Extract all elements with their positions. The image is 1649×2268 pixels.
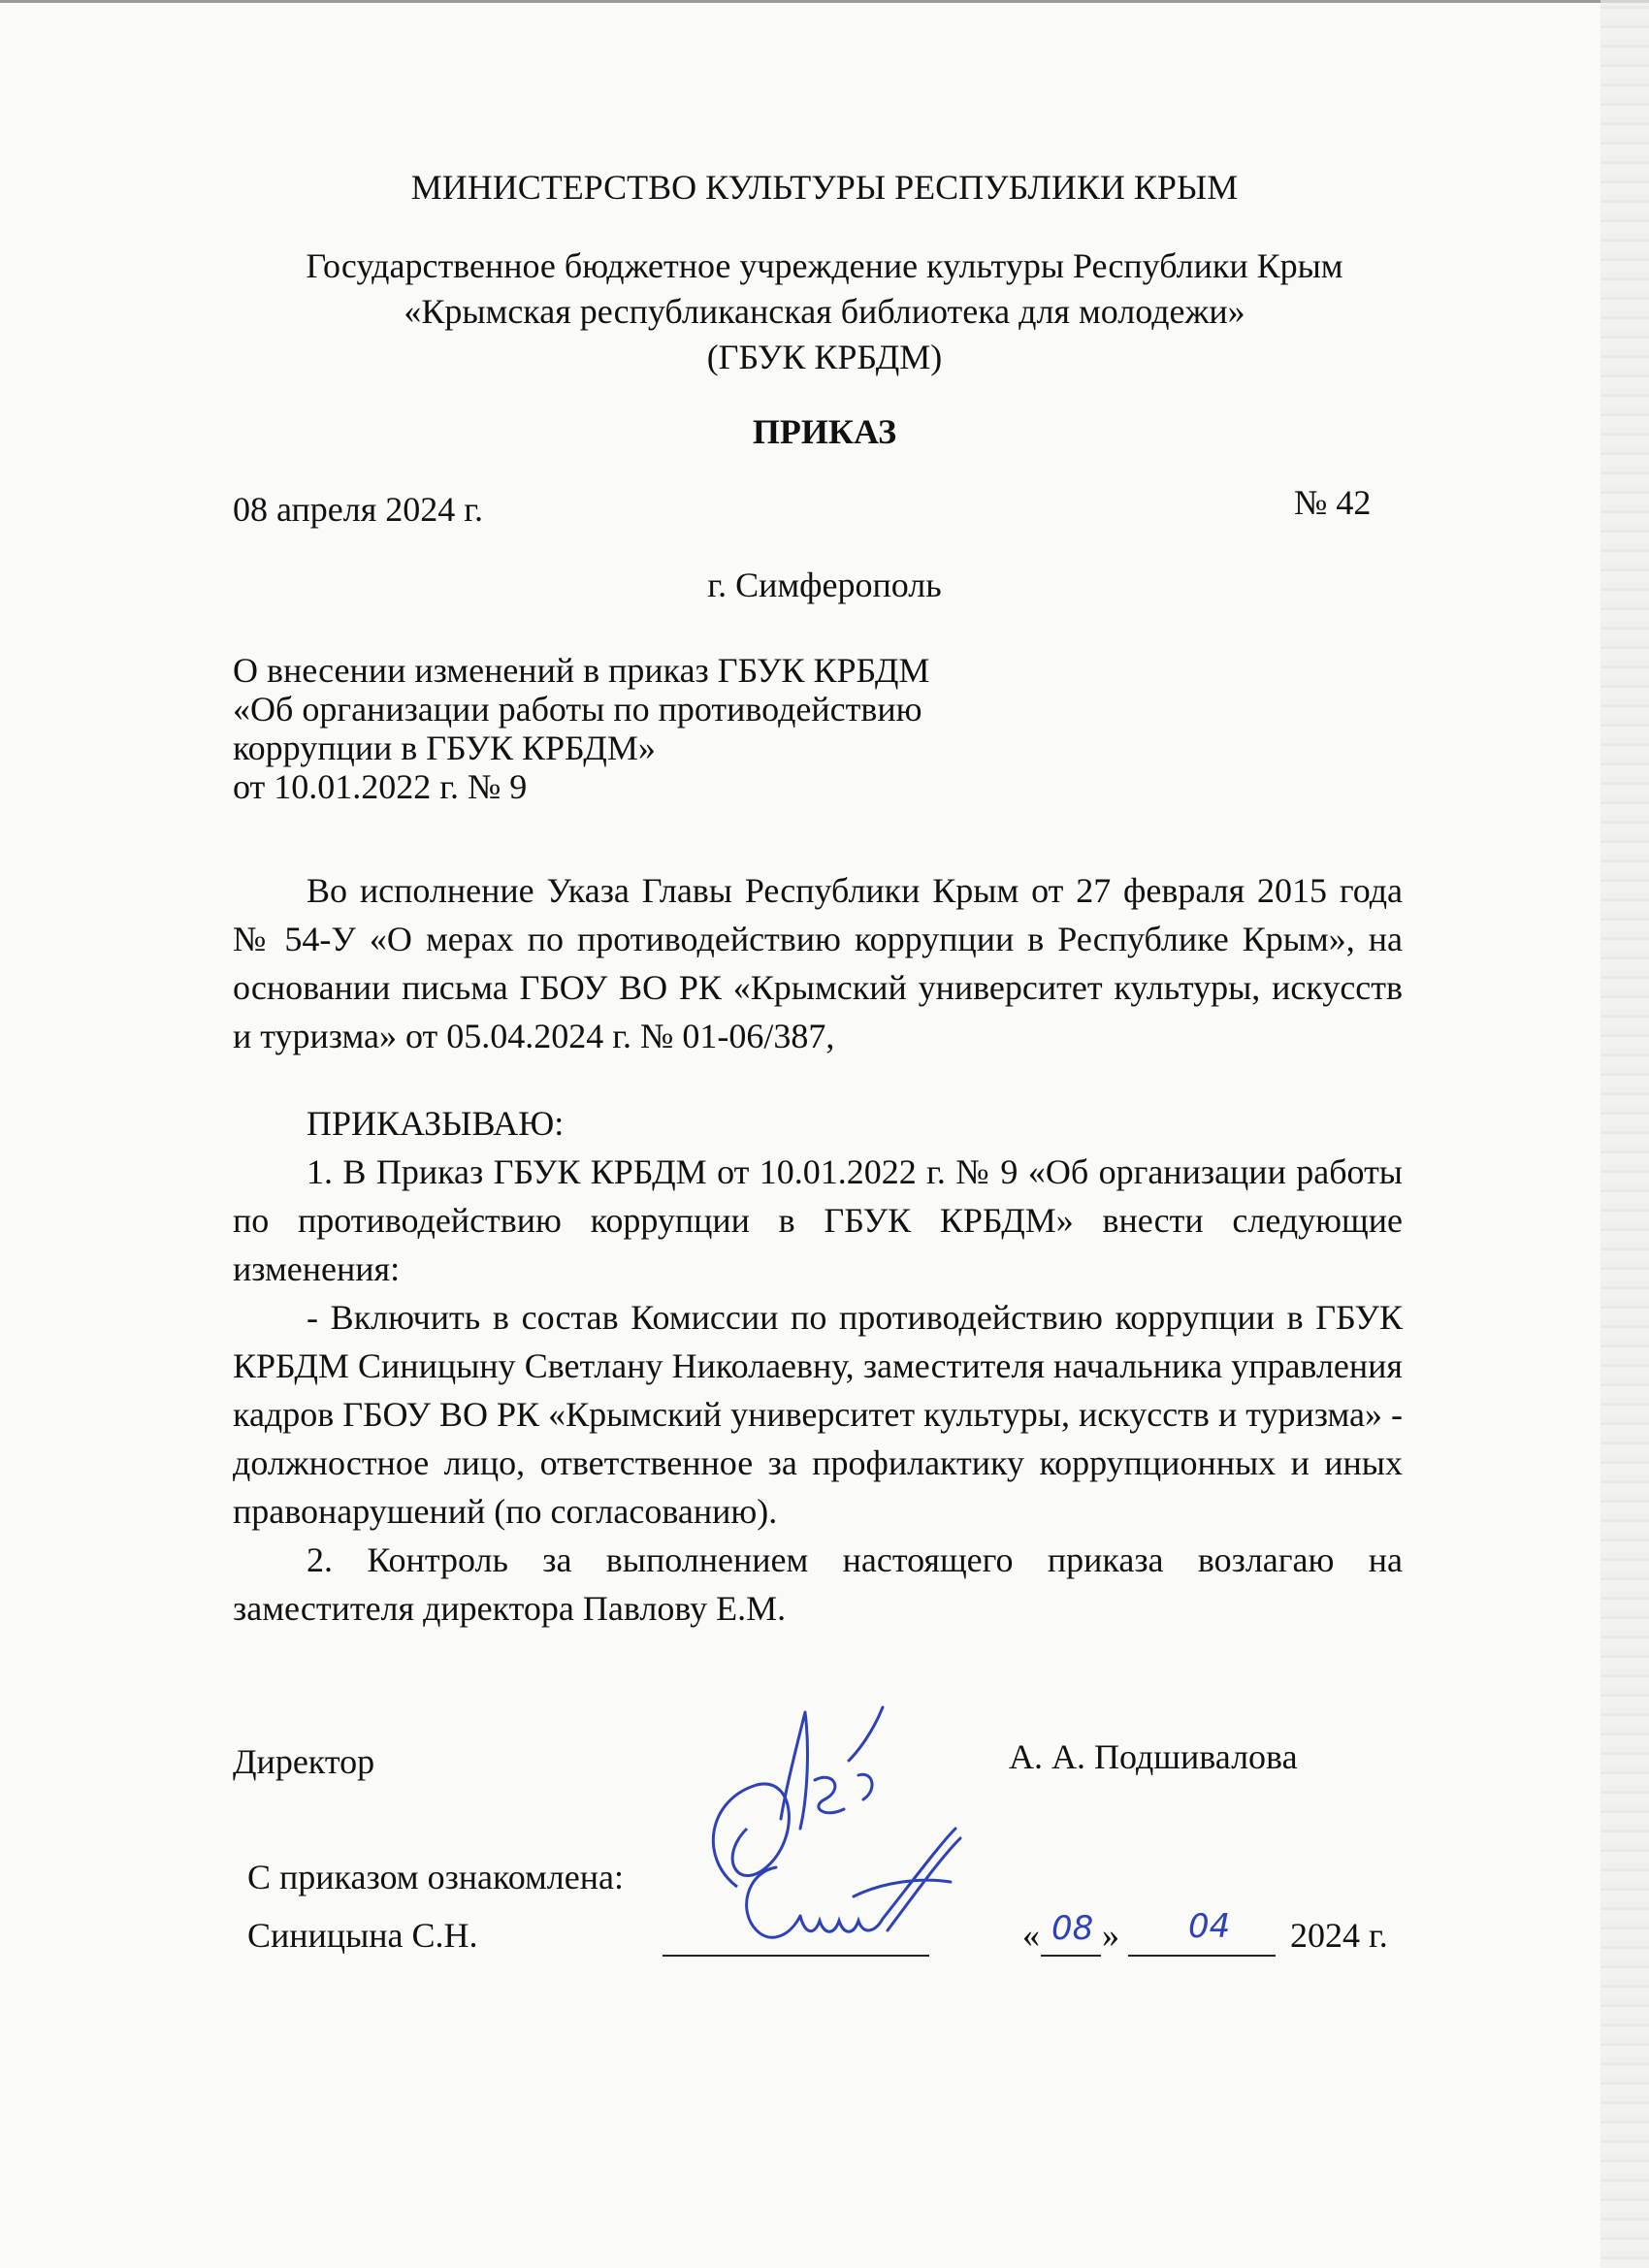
subject-line: от 10.01.2022 г. № 9 [233,767,528,806]
order-number: № 42 [1294,483,1372,522]
ministry-heading: МИНИСТЕРСТВО КУЛЬТУРЫ РЕСПУБЛИКИ КРЫМ [410,168,1239,207]
date-quote-open: « [1022,1916,1040,1955]
subject-line: О внесении изменений в приказ ГБУК КРБДМ [233,651,930,690]
organization-name-line1: Государственное бюджетное учреждение культуры Республики Крым [306,246,1343,285]
acknowledgement-label: С приказом ознакомлена: [247,1858,624,1896]
acknowledgement-year: 2024 г. [1290,1916,1388,1955]
order-word: ПРИКАЗЫВАЮ: [307,1104,565,1143]
handwritten-day: 08 [1051,1909,1094,1948]
organization-abbreviation: (ГБУК КРБДМ) [706,338,943,376]
signatory-name: А. А. Подшивалова [1009,1737,1298,1776]
organization-name-line2: «Крымская республиканская библиотека для молодежи» [404,292,1245,331]
signatory-position: Директор [233,1742,375,1781]
order-subject [233,651,929,806]
order-item-1-subitem: - Включить в состав Комиссии по противодействию коррупции в ГБУК КРБДМ Синицыну Светлану Николаевну, заместителя начальника управления кадров ГБОУ ВО РК «Крымский университет культуры, искусств и туризма» - должностное лицо, ответственное за профилактику коррупционных и иных правонарушений (по согласованию). [233,1298,1403,1531]
subject-line: коррупции в ГБУК КРБДМ» [233,729,656,767]
subject-line: «Об организации работы по противодействию [233,690,922,729]
preamble-paragraph [233,866,1403,1060]
date-quote-close: » [1102,1916,1119,1955]
acknowledgement-signature [718,1824,970,1979]
order-body [233,1099,1403,1633]
scan-top-edge [0,0,1649,3]
handwritten-month: 04 [1188,1907,1231,1946]
preamble-text: Во исполнение Указа Главы Республики Крым от 27 февраля 2015 года № 54-У «О мерах по противодействию коррупции в Республике Крым», на основании письма ГБОУ ВО РК «Крымский университет культуры, искусств и туризма» от 05.04.2024 г. № 01-06/387, [233,871,1403,1055]
city: г. Симферополь [707,566,942,604]
acknowledged-person: Синицына С.Н. [247,1916,478,1955]
order-date: 08 апреля 2024 г. [233,490,483,529]
order-item-1: 1. В Приказ ГБУК КРБДМ от 10.01.2022 г. № 9 «Об организации работы по противодействию коррупции в ГБУК КРБДМ» внести следующие изменения: [233,1152,1403,1288]
document-title: ПРИКАЗ [752,412,897,451]
order-item-2: 2. Контроль за выполнением настоящего приказа возлагаю на заместителя директора Павлову Е.М. [233,1540,1403,1628]
